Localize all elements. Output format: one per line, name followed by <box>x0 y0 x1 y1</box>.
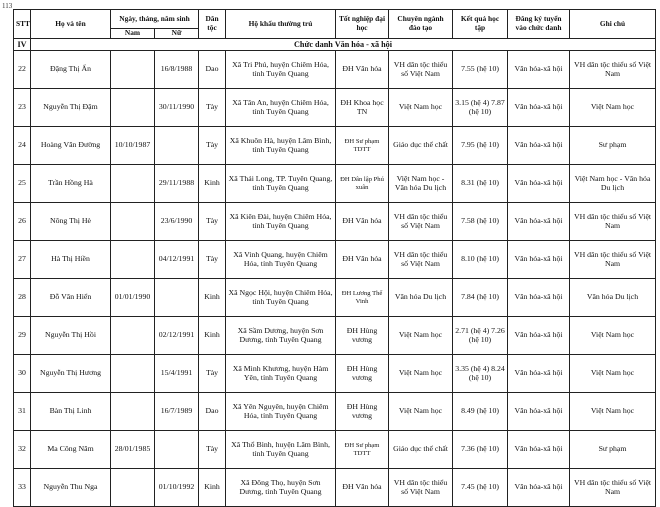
table-row <box>14 89 656 127</box>
university-cell: ĐH Văn hóa <box>336 51 389 89</box>
major-cell: Việt Nam học <box>389 355 453 393</box>
university-cell: ĐH Sư phạm TDTT <box>336 127 389 165</box>
header-result: Kết quả học tập <box>453 10 508 39</box>
name-cell: Nông Thị Hè <box>31 203 111 241</box>
position-cell: Văn hóa-xã hội <box>508 469 570 507</box>
dob-female-cell <box>155 279 199 317</box>
note-cell: Văn hóa Du lịch <box>570 279 656 317</box>
university-cell: ĐH Sư phạm TDTT <box>336 431 389 469</box>
position-cell: Văn hóa-xã hội <box>508 165 570 203</box>
header-address: Hộ khẩu thường trú <box>226 10 336 39</box>
result-cell: 8.10 (hệ 10) <box>453 241 508 279</box>
name-cell: Nguyễn Thị Đậm <box>31 89 111 127</box>
header-female: Nữ <box>155 29 199 39</box>
ethnic-cell: Kinh <box>199 317 226 355</box>
stt-cell: 27 <box>14 241 31 279</box>
major-cell: Văn hóa Du lịch <box>389 279 453 317</box>
position-cell: Văn hóa-xã hội <box>508 127 570 165</box>
dob-female-cell: 15/4/1991 <box>155 355 199 393</box>
table-row <box>14 165 656 203</box>
dob-female-cell: 23/6/1990 <box>155 203 199 241</box>
note-cell: Sư phạm <box>570 431 656 469</box>
result-cell: 2.71 (hệ 4) 7.26 (hệ 10) <box>453 317 508 355</box>
dob-male-cell <box>111 51 155 89</box>
note-cell: Việt Nam học <box>570 317 656 355</box>
ethnic-cell: Tày <box>199 89 226 127</box>
table-row <box>14 203 656 241</box>
address-cell: Xã Minh Khương, huyện Hàm Yên, tỉnh Tuyên Quang <box>226 355 336 393</box>
header-note: Ghi chú <box>570 10 656 39</box>
name-cell: Trần Hồng Hà <box>31 165 111 203</box>
address-cell: Xã Đông Thọ, huyện Sơn Dương, tỉnh Tuyên Quang <box>226 469 336 507</box>
dob-female-cell: 02/12/1991 <box>155 317 199 355</box>
result-cell: 7.84 (hệ 10) <box>453 279 508 317</box>
dob-female-cell <box>155 127 199 165</box>
major-cell: Việt Nam học - Văn hóa Du lịch <box>389 165 453 203</box>
result-cell: 7.55 (hệ 10) <box>453 51 508 89</box>
stt-cell: 32 <box>14 431 31 469</box>
address-cell: Xã Ngọc Hội, huyện Chiêm Hóa, tỉnh Tuyên Quang <box>226 279 336 317</box>
address-cell: Xã Thổ Bình, huyện Lâm Bình, tỉnh Tuyên Quang <box>226 431 336 469</box>
note-cell: VH dân tộc thiểu số Việt Nam <box>570 51 656 89</box>
ethnic-cell: Dao <box>199 51 226 89</box>
stt-cell: 22 <box>14 51 31 89</box>
major-cell: Giáo dục thể chất <box>389 127 453 165</box>
result-cell: 7.95 (hệ 10) <box>453 127 508 165</box>
major-cell: VH dân tộc thiểu số Việt Nam <box>389 203 453 241</box>
stt-cell: 33 <box>14 469 31 507</box>
dob-male-cell <box>111 393 155 431</box>
major-cell: VH dân tộc thiểu số Việt Nam <box>389 51 453 89</box>
dob-male-cell <box>111 355 155 393</box>
page-mark: 113 <box>2 2 13 10</box>
result-cell: 3.35 (hệ 4) 8.24 (hệ 10) <box>453 355 508 393</box>
ethnic-cell: Tày <box>199 431 226 469</box>
address-cell: Xã Yên Nguyên, huyện Chiêm Hóa, tỉnh Tuyên Quang <box>226 393 336 431</box>
stt-cell: 30 <box>14 355 31 393</box>
ethnic-cell: Kinh <box>199 165 226 203</box>
dob-male-cell <box>111 165 155 203</box>
dob-female-cell: 04/12/1991 <box>155 241 199 279</box>
dob-female-cell: 16/8/1988 <box>155 51 199 89</box>
name-cell: Đặng Thị Ấn <box>31 51 111 89</box>
position-cell: Văn hóa-xã hội <box>508 203 570 241</box>
position-cell: Văn hóa-xã hội <box>508 279 570 317</box>
header-major: Chuyên ngành đào tạo <box>389 10 453 39</box>
header-ethnic: Dân tộc <box>199 10 226 39</box>
note-cell: Việt Nam học <box>570 355 656 393</box>
major-cell: Việt Nam học <box>389 317 453 355</box>
table-row <box>14 469 656 507</box>
university-cell: ĐH Văn hóa <box>336 203 389 241</box>
dob-male-cell <box>111 317 155 355</box>
note-cell: Sư phạm <box>570 127 656 165</box>
ethnic-cell: Dao <box>199 393 226 431</box>
dob-male-cell <box>111 241 155 279</box>
name-cell: Hoàng Văn Đường <box>31 127 111 165</box>
dob-male-cell <box>111 469 155 507</box>
dob-female-cell: 30/11/1990 <box>155 89 199 127</box>
section-roman: IV <box>14 39 31 51</box>
ethnic-cell: Tày <box>199 355 226 393</box>
dob-male-cell: 10/10/1987 <box>111 127 155 165</box>
major-cell: Việt Nam học <box>389 89 453 127</box>
ethnic-cell: Tày <box>199 127 226 165</box>
major-cell: VH dân tộc thiểu số Việt Nam <box>389 241 453 279</box>
dob-male-cell: 28/01/1985 <box>111 431 155 469</box>
stt-cell: 26 <box>14 203 31 241</box>
dob-female-cell: 01/10/1992 <box>155 469 199 507</box>
major-cell: Việt Nam học <box>389 393 453 431</box>
table-row <box>14 279 656 317</box>
major-cell: VH dân tộc thiểu số Việt Nam <box>389 469 453 507</box>
name-cell: Đỗ Văn Hiển <box>31 279 111 317</box>
result-cell: 7.36 (hệ 10) <box>453 431 508 469</box>
address-cell: Xã Tân An, huyện Chiêm Hóa, tỉnh Tuyên Quang <box>226 89 336 127</box>
address-cell: Xã Kiên Đài, huyện Chiêm Hóa, tỉnh Tuyên Quang <box>226 203 336 241</box>
stt-cell: 29 <box>14 317 31 355</box>
name-cell: Hà Thị Hiền <box>31 241 111 279</box>
stt-cell: 31 <box>14 393 31 431</box>
university-cell: ĐH Lương Thế Vinh <box>336 279 389 317</box>
address-cell: Xã Thái Long, TP. Tuyên Quang, tỉnh Tuyên Quang <box>226 165 336 203</box>
position-cell: Văn hóa-xã hội <box>508 51 570 89</box>
major-cell: Giáo dục thể chất <box>389 431 453 469</box>
note-cell: VH dân tộc thiểu số Việt Nam <box>570 203 656 241</box>
ethnic-cell: Kinh <box>199 469 226 507</box>
university-cell: ĐH Hùng vương <box>336 317 389 355</box>
table-row <box>14 355 656 393</box>
result-cell: 8.31 (hệ 10) <box>453 165 508 203</box>
position-cell: Văn hóa-xã hội <box>508 355 570 393</box>
university-cell: ĐH Hùng vương <box>336 393 389 431</box>
dob-female-cell: 29/11/1988 <box>155 165 199 203</box>
note-cell: Việt Nam học - Văn hóa Du lịch <box>570 165 656 203</box>
name-cell: Nguyễn Thị Hương <box>31 355 111 393</box>
result-cell: 7.45 (hệ 10) <box>453 469 508 507</box>
address-cell: Xã Tri Phú, huyện Chiêm Hóa, tỉnh Tuyên Quang <box>226 51 336 89</box>
result-cell: 7.58 (hệ 10) <box>453 203 508 241</box>
position-cell: Văn hóa-xã hội <box>508 431 570 469</box>
ethnic-cell: Tày <box>199 203 226 241</box>
header-dob: Ngày, tháng, năm sinh <box>111 10 199 29</box>
position-cell: Văn hóa-xã hội <box>508 317 570 355</box>
dob-male-cell <box>111 203 155 241</box>
header-stt: STT <box>14 10 31 39</box>
address-cell: Xã Sầm Dương, huyện Sơn Dương, tỉnh Tuyên Quang <box>226 317 336 355</box>
university-cell: ĐH Văn hóa <box>336 241 389 279</box>
stt-cell: 25 <box>14 165 31 203</box>
note-cell: VH dân tộc thiểu số Việt Nam <box>570 241 656 279</box>
section-row <box>14 39 656 51</box>
table-row <box>14 393 656 431</box>
stt-cell: 24 <box>14 127 31 165</box>
name-cell: Ma Công Năm <box>31 431 111 469</box>
candidate-table <box>13 9 656 507</box>
ethnic-cell: Tày <box>199 241 226 279</box>
note-cell: Việt Nam học <box>570 393 656 431</box>
result-cell: 3.15 (hệ 4) 7.87 (hệ 10) <box>453 89 508 127</box>
dob-male-cell <box>111 89 155 127</box>
position-cell: Văn hóa-xã hội <box>508 89 570 127</box>
university-cell: ĐH Khoa học TN <box>336 89 389 127</box>
dob-male-cell: 01/01/1990 <box>111 279 155 317</box>
university-cell: ĐH Dân lập Phú xuân <box>336 165 389 203</box>
address-cell: Xã Vinh Quang, huyện Chiêm Hóa, tỉnh Tuyên Quang <box>226 241 336 279</box>
name-cell: Nguyễn Thu Nga <box>31 469 111 507</box>
stt-cell: 23 <box>14 89 31 127</box>
stt-cell: 28 <box>14 279 31 317</box>
name-cell: Nguyễn Thị Hồi <box>31 317 111 355</box>
ethnic-cell: Kinh <box>199 279 226 317</box>
table-row <box>14 317 656 355</box>
section-title: Chức danh Văn hóa - xã hội <box>31 39 656 51</box>
dob-female-cell: 16/7/1989 <box>155 393 199 431</box>
position-cell: Văn hóa-xã hội <box>508 241 570 279</box>
header-university: Tốt nghiệp đại học <box>336 10 389 39</box>
table-row <box>14 51 656 89</box>
note-cell: VH dân tộc thiểu số Việt Nam <box>570 469 656 507</box>
address-cell: Xã Khuôn Hà, huyện Lâm Bình, tỉnh Tuyên Quang <box>226 127 336 165</box>
header-male: Nam <box>111 29 155 39</box>
header-name: Họ và tên <box>31 10 111 39</box>
name-cell: Bàn Thị Linh <box>31 393 111 431</box>
header-position: Đăng ký tuyển vào chức danh <box>508 10 570 39</box>
university-cell: ĐH Hùng vương <box>336 355 389 393</box>
position-cell: Văn hóa-xã hội <box>508 393 570 431</box>
table-row <box>14 241 656 279</box>
note-cell: Việt Nam học <box>570 89 656 127</box>
university-cell: ĐH Văn hóa <box>336 469 389 507</box>
table-row <box>14 127 656 165</box>
result-cell: 8.49 (hệ 10) <box>453 393 508 431</box>
